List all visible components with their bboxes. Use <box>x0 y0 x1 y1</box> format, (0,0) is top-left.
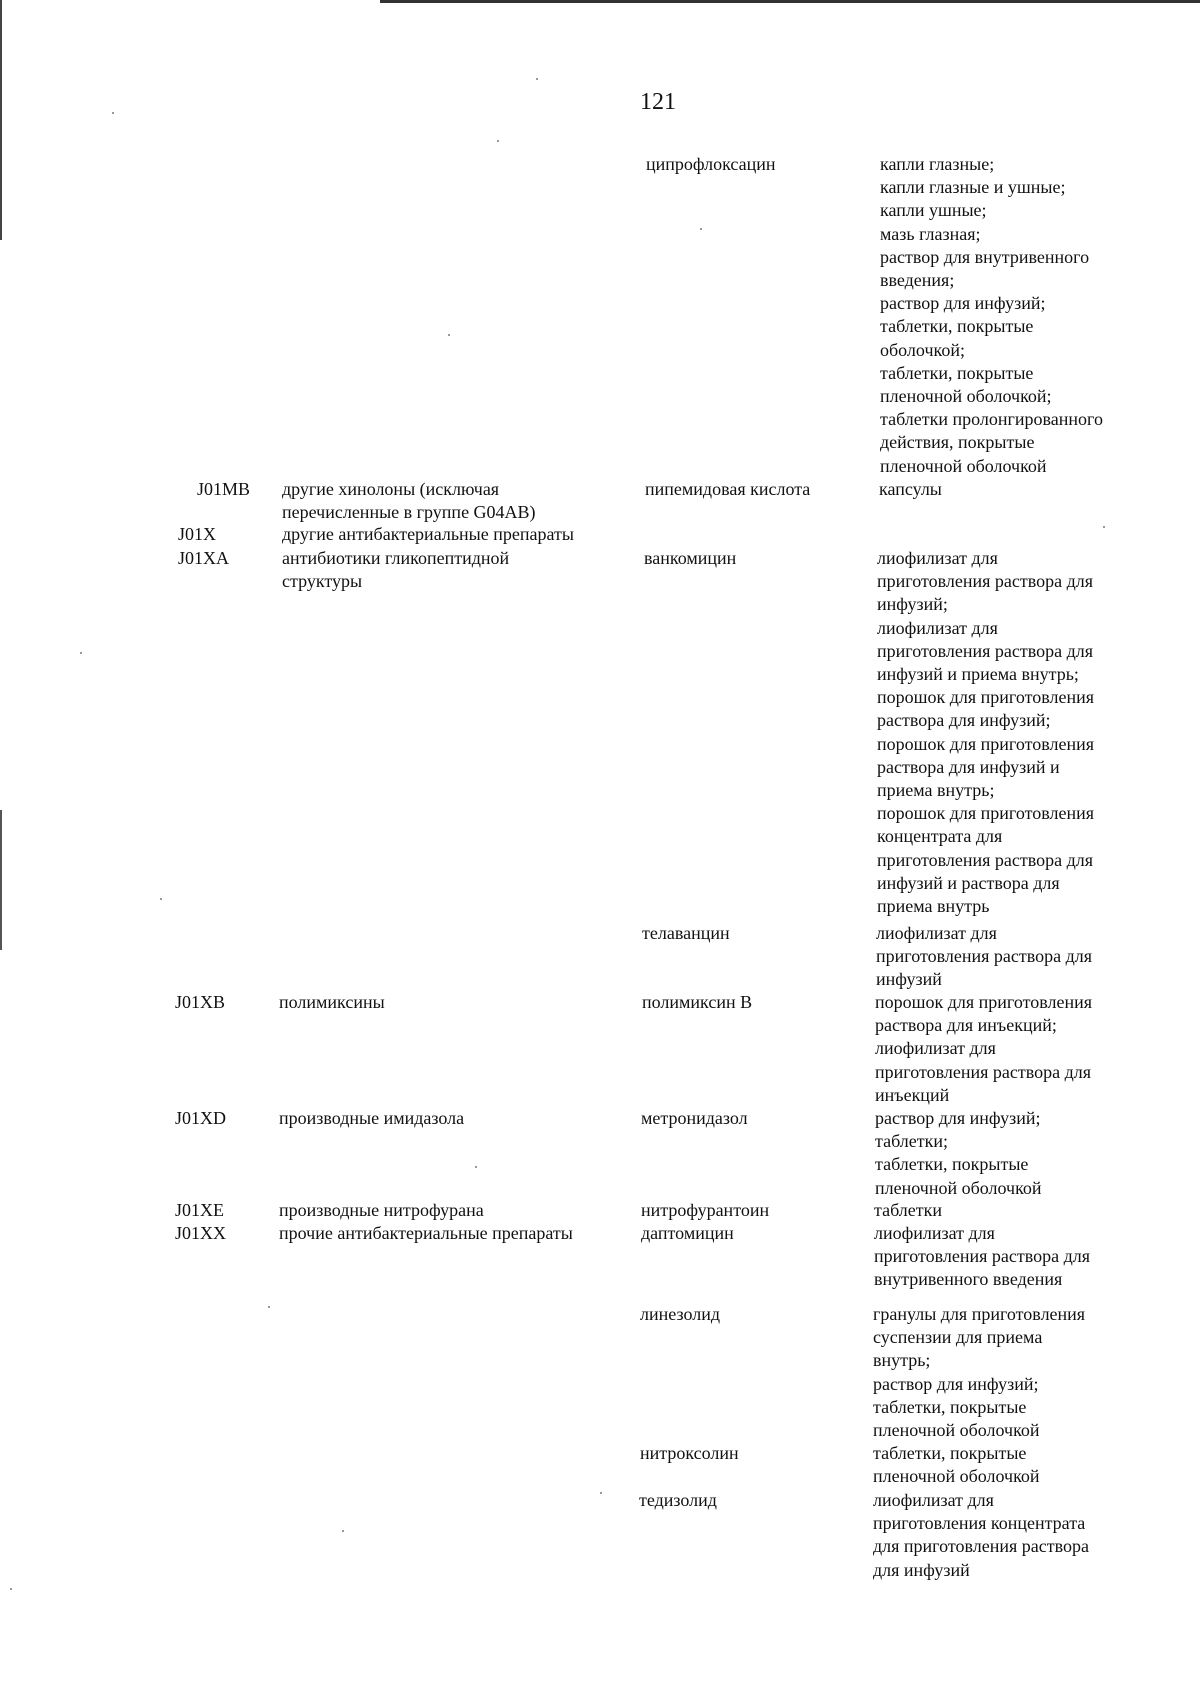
drug-name: нитрофурантоин <box>641 1200 770 1220</box>
drug-name: полимиксин В <box>642 992 753 1012</box>
dosage-form-line: таблетки пролонгированного <box>880 409 1103 430</box>
drug-name: метронидазол <box>641 1108 748 1128</box>
drug-name: ципрофлоксацин <box>646 154 776 174</box>
dosage-form-line: инъекций <box>875 1084 950 1105</box>
dosage-form-line: капсулы <box>879 479 942 499</box>
dosage-form-line: таблетки, покрытые <box>880 362 1034 383</box>
scan-speck <box>160 898 162 900</box>
atc-group-name: другие хинолоны (исключая <box>282 479 500 499</box>
dosage-form-line: капли ушные; <box>880 200 987 221</box>
dosage-form-line: порошок для приготовления <box>877 803 1095 824</box>
dosage-form-line: раствора для инфузий; <box>877 710 1051 731</box>
dosage-form-line: таблетки, покрытые <box>880 316 1034 337</box>
dosage-form-line: приготовления концентрата <box>873 1513 1086 1534</box>
dosage-form-line: порошок для приготовления <box>875 992 1093 1012</box>
dosage-form-line: таблетки; <box>875 1131 949 1152</box>
scan-border-line <box>380 0 1200 3</box>
dosage-form-line: порошок для приготовления <box>877 733 1095 754</box>
dosage-form-line: лиофилизат для <box>877 548 998 568</box>
scan-edge-mark <box>0 0 2 240</box>
dosage-form-line: таблетки, покрытые <box>873 1396 1027 1417</box>
dosage-form-line: лиофилизат для <box>876 923 997 943</box>
atc-group-name: структуры <box>282 571 363 592</box>
scan-speck <box>268 1306 270 1308</box>
dosage-form-line: приготовления раствора для <box>877 640 1093 661</box>
dosage-form-line: капли глазные; <box>880 154 995 174</box>
dosage-form-line: инфузий и приема внутрь; <box>877 664 1079 684</box>
dosage-form-line: инфузий и раствора для <box>877 872 1060 893</box>
page-number: 121 <box>640 89 676 115</box>
atc-group-name: производные нитрофурана <box>279 1200 484 1220</box>
drug-name: линезолид <box>640 1304 720 1324</box>
scan-speck <box>342 1530 344 1532</box>
dosage-form-line: раствор для внутривенного <box>880 246 1090 267</box>
dosage-form-line: суспензии для приема <box>873 1327 1043 1348</box>
drug-name: пипемидовая кислота <box>645 479 811 499</box>
dosage-form-line: раствора для инфузий и <box>877 756 1060 777</box>
scan-speck <box>112 112 114 114</box>
scan-speck <box>1103 526 1105 528</box>
dosage-form-line: концентрата для <box>877 826 1003 847</box>
dosage-form-line: для приготовления раствора <box>873 1536 1089 1557</box>
dosage-form-line: пленочной оболочкой <box>873 1466 1040 1487</box>
atc-group-name: производные имидазола <box>279 1108 465 1128</box>
scan-speck <box>80 652 82 654</box>
dosage-form-line: таблетки <box>874 1200 943 1220</box>
dosage-form-line: лиофилизат для <box>874 1223 995 1243</box>
atc-group-name: прочие антибактериальные препараты <box>279 1223 573 1243</box>
atc-code: J01MB <box>197 479 251 499</box>
dosage-form-line: приема внутрь; <box>877 780 995 800</box>
atc-code: J01XD <box>175 1108 227 1128</box>
scan-speck <box>448 334 450 336</box>
dosage-form-line: порошок для приготовления <box>877 687 1095 708</box>
drug-name: тедизолид <box>639 1490 717 1510</box>
scan-speck <box>497 140 499 142</box>
dosage-form-line: гранулы для приготовления <box>873 1304 1086 1324</box>
dosage-form-line: для инфузий <box>873 1559 970 1580</box>
drug-name: нитроксолин <box>640 1443 739 1463</box>
dosage-form-line: пленочной оболочкой <box>880 455 1047 476</box>
drug-name: ванкомицин <box>644 548 737 568</box>
dosage-form-line: лиофилизат для <box>873 1490 994 1510</box>
dosage-form-line: приготовления раствора для <box>876 946 1092 967</box>
dosage-form-line: раствор для инфузий; <box>880 293 1046 314</box>
atc-group-name: другие антибактериальные препараты <box>282 524 574 544</box>
dosage-form-line: пленочной оболочкой <box>873 1420 1040 1440</box>
dosage-form-line: таблетки, покрытые <box>875 1154 1029 1175</box>
scan-speck <box>700 228 702 230</box>
dosage-form-line: внутрь; <box>873 1350 931 1371</box>
drug-name: телаванцин <box>642 923 730 943</box>
atc-code: J01XX <box>175 1223 227 1243</box>
dosage-form-line: капли глазные и ушные; <box>880 177 1066 198</box>
dosage-form-line: инфузий; <box>877 594 948 615</box>
dosage-form-line: таблетки, покрытые <box>873 1443 1027 1463</box>
atc-group-name: антибиотики гликопептидной <box>282 548 510 568</box>
dosage-form-line: раствор для инфузий; <box>873 1373 1039 1394</box>
dosage-form-line: приготовления раствора для <box>874 1246 1090 1267</box>
atc-group-name: перечисленные в группе G04AB) <box>282 502 536 523</box>
dosage-form-line: пленочной оболочкой; <box>880 386 1052 406</box>
dosage-form-line: мазь глазная; <box>880 223 981 244</box>
dosage-form-line: лиофилизат для <box>875 1038 996 1059</box>
scan-speck <box>10 1588 12 1590</box>
scan-speck <box>475 1166 477 1168</box>
dosage-form-line: оболочкой; <box>880 339 965 360</box>
atc-code: J01XB <box>175 992 226 1012</box>
dosage-form-line: раствор для инфузий; <box>875 1108 1041 1128</box>
drug-name: даптомицин <box>641 1223 734 1243</box>
dosage-form-line: приготовления раствора для <box>875 1061 1091 1082</box>
dosage-form-line: инфузий <box>876 969 942 990</box>
dosage-form-line: раствора для инъекций; <box>875 1015 1057 1036</box>
scan-edge-mark <box>0 810 2 950</box>
dosage-form-line: приема внутрь <box>877 896 990 916</box>
atc-code: J01XE <box>175 1200 224 1220</box>
dosage-form-line: приготовления раствора для <box>877 849 1093 870</box>
dosage-form-line: приготовления раствора для <box>877 571 1093 592</box>
dosage-form-line: действия, покрытые <box>880 432 1035 453</box>
atc-group-name: полимиксины <box>279 992 385 1012</box>
atc-code: J01XA <box>178 548 230 568</box>
dosage-form-line: лиофилизат для <box>877 617 998 638</box>
scan-speck <box>536 78 538 80</box>
scan-speck <box>600 1492 602 1494</box>
dosage-form-line: внутривенного введения <box>874 1269 1063 1290</box>
dosage-form-line: введения; <box>880 270 955 290</box>
atc-code: J01X <box>178 524 217 544</box>
dosage-form-line: пленочной оболочкой <box>875 1177 1042 1198</box>
